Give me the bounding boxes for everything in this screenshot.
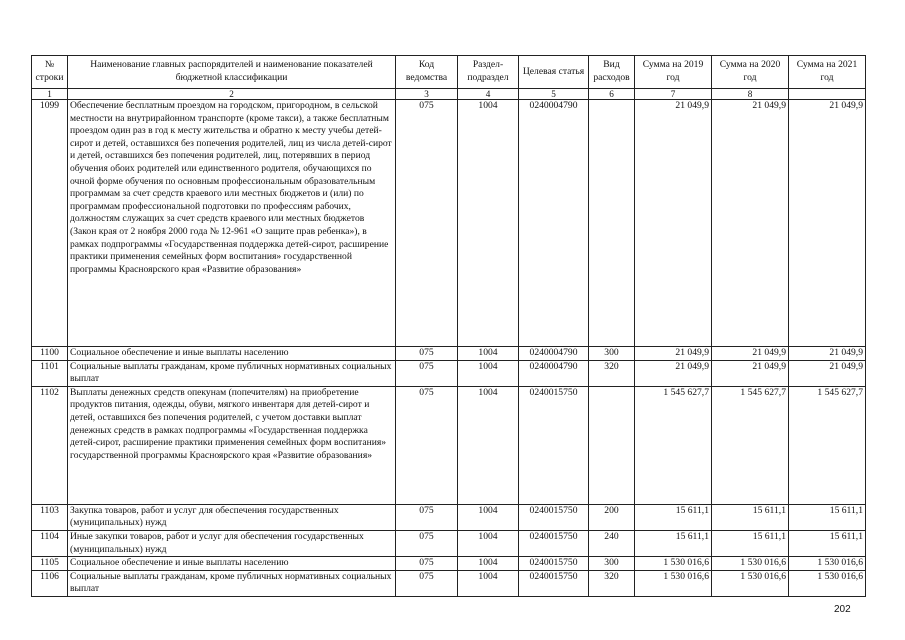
row-number: 1106 <box>32 570 68 596</box>
row-sum-2019: 1 545 627,7 <box>635 386 712 504</box>
row-expense-type: 300 <box>589 557 635 571</box>
row-name: Социальные выплаты гражданам, кроме публичных нормативных социальных выплат <box>68 570 396 596</box>
row-number: 1100 <box>32 347 68 361</box>
row-name: Иные закупки товаров, работ и услуг для обеспечения государственных (муниципальных) нужд <box>68 530 396 556</box>
column-number: 6 <box>589 89 635 100</box>
row-name: Социальные выплаты гражданам, кроме публичных нормативных социальных выплат <box>68 360 396 386</box>
row-dept-code: 075 <box>396 557 458 571</box>
header-name: Наименование главных распорядителей и наименование показателей бюджетной классификации <box>68 56 396 89</box>
budget-table <box>31 55 866 597</box>
row-dept-code: 075 <box>396 347 458 361</box>
row-expense-type: 240 <box>589 530 635 556</box>
row-sum-2019: 21 049,9 <box>635 347 712 361</box>
row-name: Выплаты денежных средств опекунам (попечителям) на приобретение продуктов питания, одежды, обуви, мягкого инвентаря для детей-сирот и детей, оставшихся без попечения родителей, с учетом доставки выплат денежных средств в рамках подпрограммы «Государственная поддержка детей-сирот, расширение практики применения семейных форм воспитания» государственной программы Красноярского края «Развитие образования» <box>68 386 396 504</box>
row-expense-type: 320 <box>589 360 635 386</box>
row-section: 1004 <box>458 530 519 556</box>
table-row <box>32 570 866 596</box>
row-section: 1004 <box>458 386 519 504</box>
header-sum-2021: Сумма на 2021 год <box>789 56 866 89</box>
column-number: 3 <box>396 89 458 100</box>
column-number: 7 <box>635 89 712 100</box>
row-sum-2019: 1 530 016,6 <box>635 557 712 571</box>
column-number: 8 <box>712 89 789 100</box>
header-section: Раздел-подраздел <box>458 56 519 89</box>
table-row <box>32 100 866 347</box>
row-dept-code: 075 <box>396 504 458 530</box>
row-number: 1105 <box>32 557 68 571</box>
row-sum-2021: 15 611,1 <box>789 530 866 556</box>
row-expense-type: 320 <box>589 570 635 596</box>
row-target: 0240015750 <box>519 570 589 596</box>
row-section: 1004 <box>458 557 519 571</box>
row-section: 1004 <box>458 570 519 596</box>
row-name: Социальное обеспечение и иные выплаты населению <box>68 347 396 361</box>
row-number: 1103 <box>32 504 68 530</box>
row-target: 0240015750 <box>519 386 589 504</box>
row-name: Обеспечение бесплатным проездом на городском, пригородном, в сельской местности на внутрирайонном транспорте (кроме такси), а также бесплатным проездом один раз в год к месту жительства и обратно к месту учебы детей-сирот и детей, оставшихся без попечения родителей, лиц из числа детей-сирот и детей, оставшихся без попечения родителей, лиц, потерявших в период обучения обоих родителей или единственного родителя, обучающихся по очной форме обучения по основным профессиональным образовательным программам за счет средств краевого или местных бюджетов и (или) по программам профессиональной подготовки по профессиям рабочих, должностям служащих за счет средств краевого или местных бюджетов (Закон края от 2 ноября 2000 года № 12-961 «О защите прав ребенка»), в рамках подпрограммы «Государственная поддержка детей-сирот, расширение практики применения семейных форм воспитания» государственной программы Красноярского края «Развитие образования» <box>68 100 396 347</box>
row-sum-2021: 21 049,9 <box>789 360 866 386</box>
table-row <box>32 360 866 386</box>
row-number: 1102 <box>32 386 68 504</box>
row-target: 0240004790 <box>519 100 589 347</box>
row-sum-2019: 21 049,9 <box>635 100 712 347</box>
page-number: 202 <box>834 604 851 615</box>
row-sum-2019: 1 530 016,6 <box>635 570 712 596</box>
column-number: 1 <box>32 89 68 100</box>
row-dept-code: 075 <box>396 530 458 556</box>
row-section: 1004 <box>458 100 519 347</box>
column-number: 5 <box>519 89 589 100</box>
table-row <box>32 530 866 556</box>
row-sum-2019: 15 611,1 <box>635 530 712 556</box>
row-sum-2020: 15 611,1 <box>712 530 789 556</box>
row-dept-code: 075 <box>396 100 458 347</box>
header-row-number: № строки <box>32 56 68 89</box>
column-number <box>789 89 866 100</box>
row-target: 0240015750 <box>519 557 589 571</box>
row-sum-2020: 1 545 627,7 <box>712 386 789 504</box>
header-dept-code: Код ведомства <box>396 56 458 89</box>
row-sum-2020: 15 611,1 <box>712 504 789 530</box>
table-row <box>32 386 866 504</box>
row-number: 1101 <box>32 360 68 386</box>
row-target: 0240015750 <box>519 530 589 556</box>
row-sum-2020: 21 049,9 <box>712 360 789 386</box>
header-sum-2019: Сумма на 2019 год <box>635 56 712 89</box>
row-number: 1104 <box>32 530 68 556</box>
row-section: 1004 <box>458 504 519 530</box>
row-sum-2020: 21 049,9 <box>712 347 789 361</box>
row-sum-2020: 21 049,9 <box>712 100 789 347</box>
header-expense-type: Вид расходов <box>589 56 635 89</box>
row-name: Закупка товаров, работ и услуг для обеспечения государственных (муниципальных) нужд <box>68 504 396 530</box>
row-dept-code: 075 <box>396 386 458 504</box>
row-expense-type <box>589 386 635 504</box>
row-number: 1099 <box>32 100 68 347</box>
row-expense-type <box>589 100 635 347</box>
row-sum-2021: 1 530 016,6 <box>789 557 866 571</box>
row-sum-2020: 1 530 016,6 <box>712 557 789 571</box>
row-sum-2021: 1 545 627,7 <box>789 386 866 504</box>
row-sum-2021: 21 049,9 <box>789 347 866 361</box>
header-target: Целевая статья <box>519 56 589 89</box>
row-dept-code: 075 <box>396 570 458 596</box>
row-target: 0240004790 <box>519 347 589 361</box>
row-sum-2020: 1 530 016,6 <box>712 570 789 596</box>
row-target: 0240015750 <box>519 504 589 530</box>
row-section: 1004 <box>458 360 519 386</box>
header-row <box>32 56 866 89</box>
row-sum-2019: 15 611,1 <box>635 504 712 530</box>
row-expense-type: 300 <box>589 347 635 361</box>
table-row <box>32 557 866 571</box>
column-number-row <box>32 89 866 100</box>
column-number: 2 <box>68 89 396 100</box>
row-sum-2019: 21 049,9 <box>635 360 712 386</box>
row-sum-2021: 1 530 016,6 <box>789 570 866 596</box>
row-expense-type: 200 <box>589 504 635 530</box>
header-sum-2020: Сумма на 2020 год <box>712 56 789 89</box>
row-target: 0240004790 <box>519 360 589 386</box>
table-row <box>32 347 866 361</box>
row-section: 1004 <box>458 347 519 361</box>
row-dept-code: 075 <box>396 360 458 386</box>
row-sum-2021: 21 049,9 <box>789 100 866 347</box>
column-number: 4 <box>458 89 519 100</box>
table-row <box>32 504 866 530</box>
row-name: Социальное обеспечение и иные выплаты населению <box>68 557 396 571</box>
row-sum-2021: 15 611,1 <box>789 504 866 530</box>
